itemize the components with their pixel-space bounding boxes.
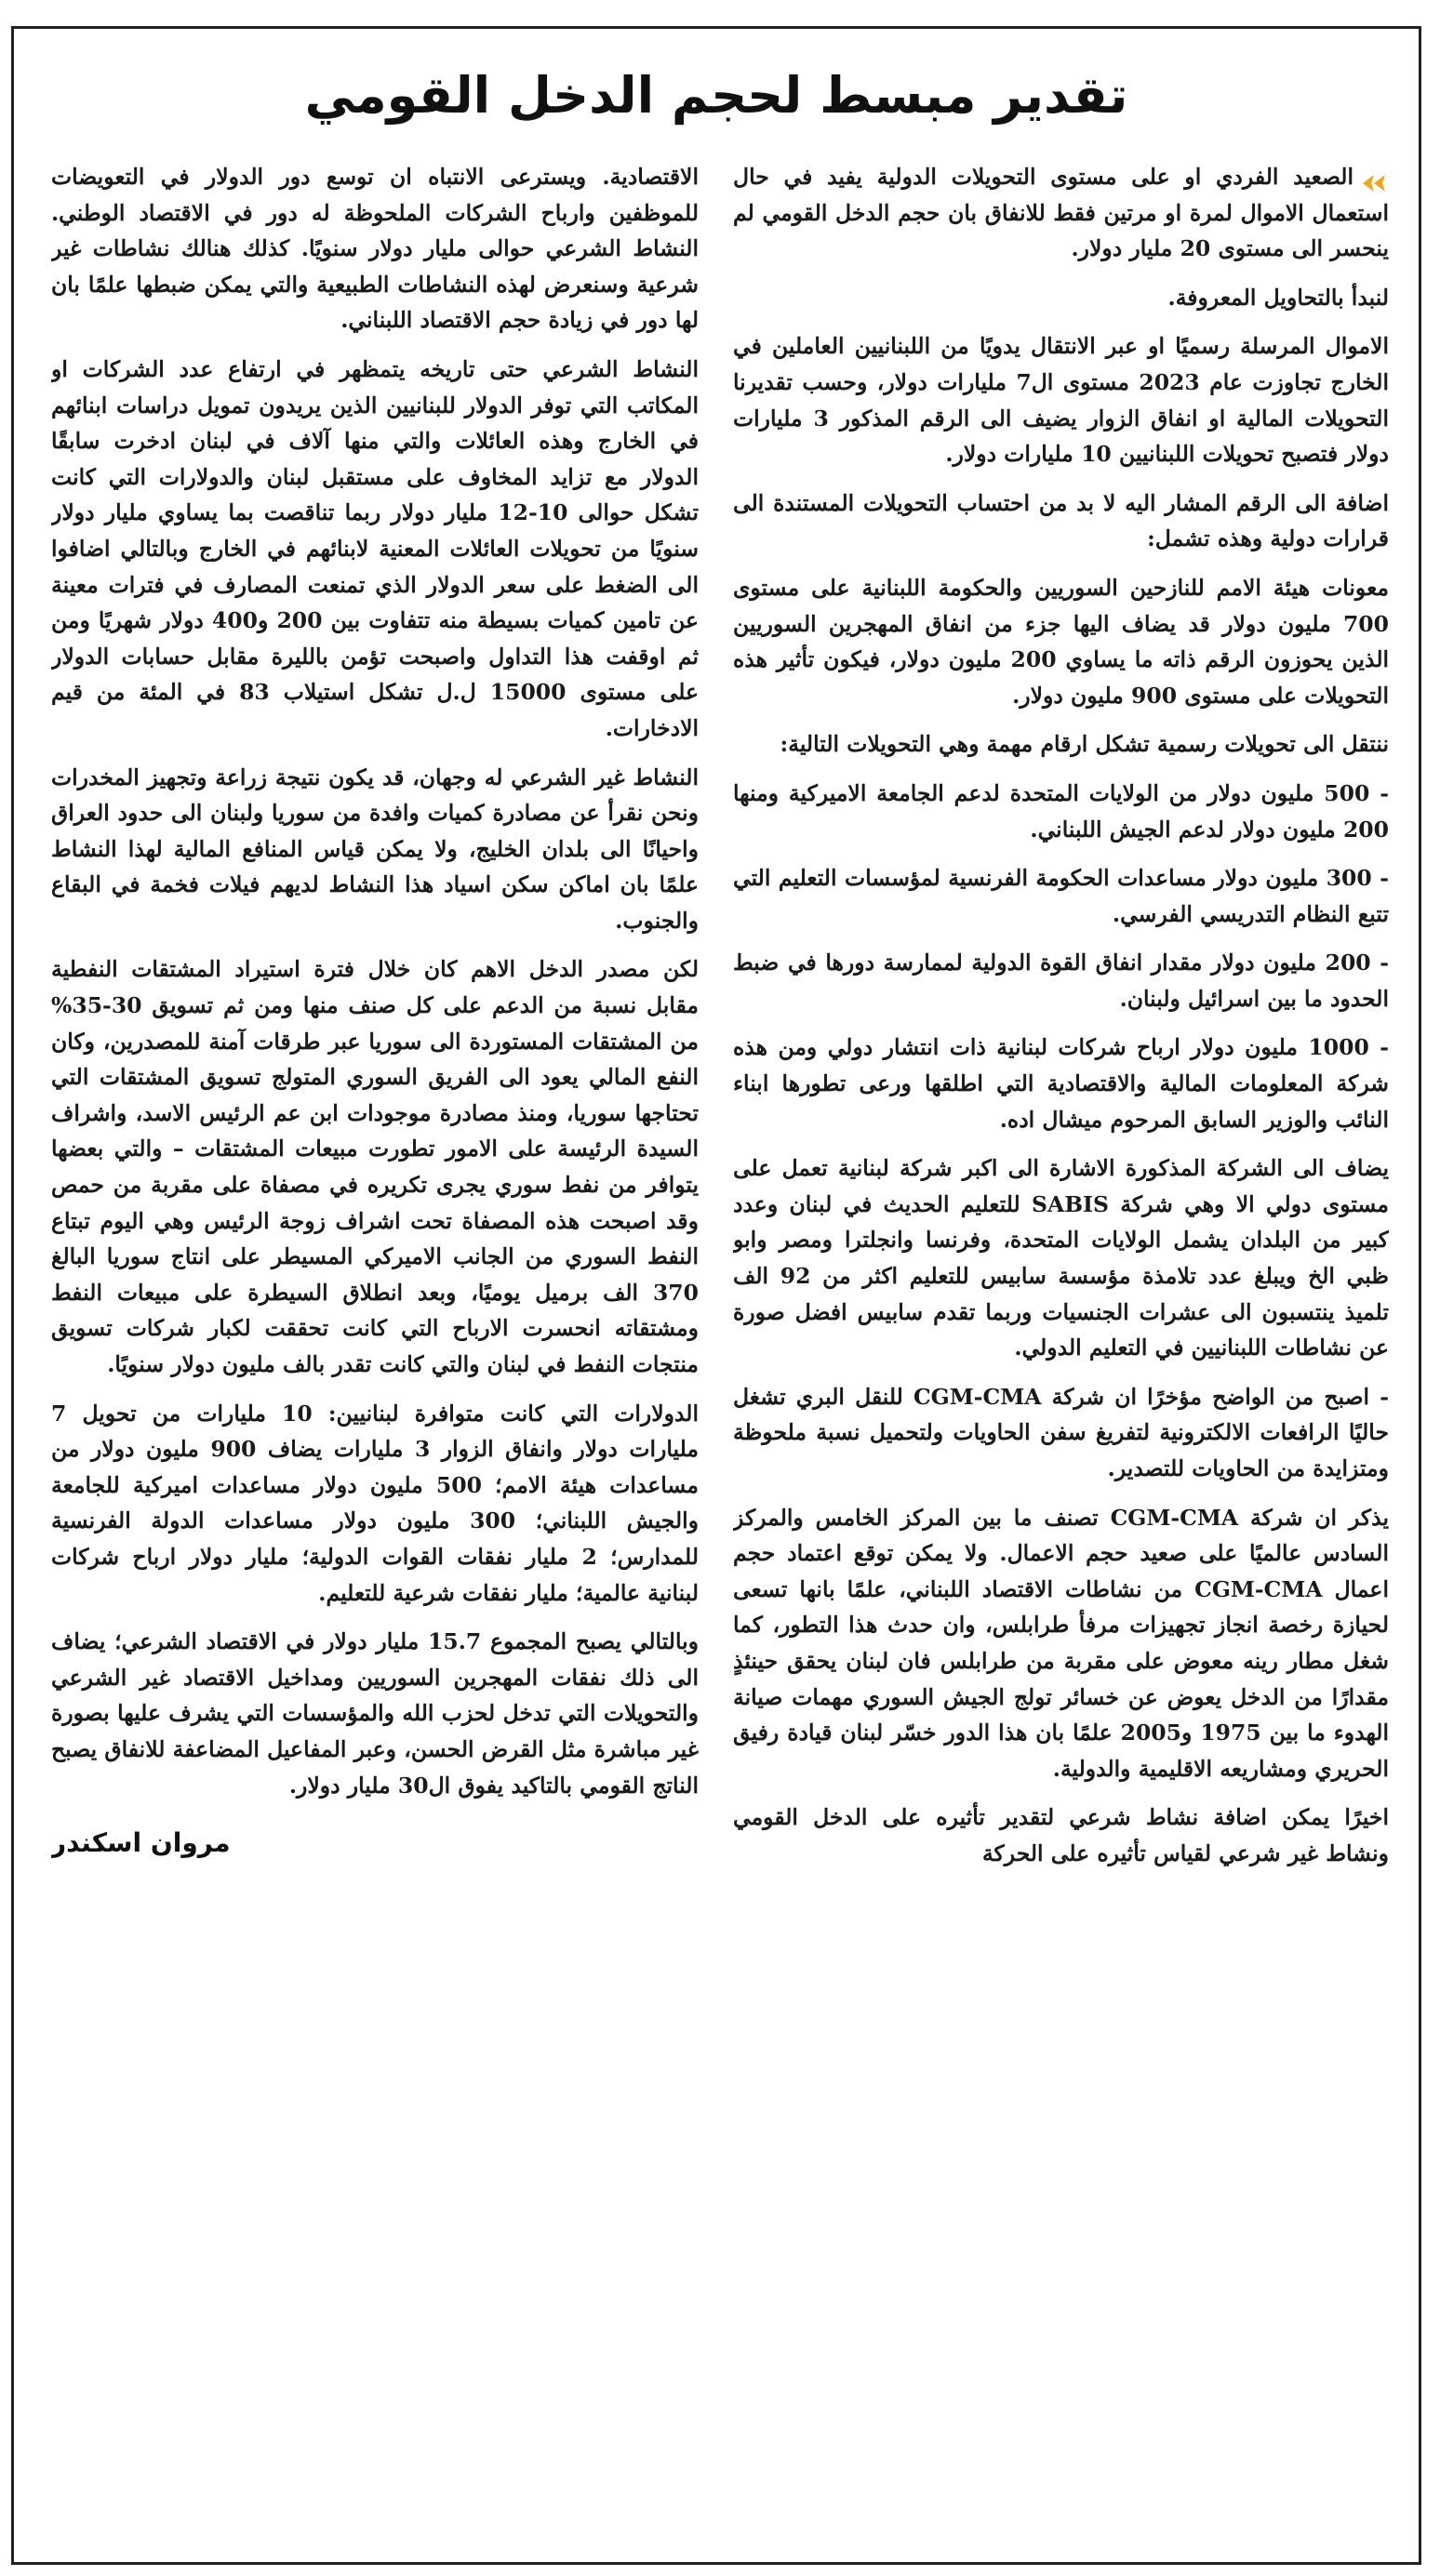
paragraph: الاموال المرسلة رسميًا او عبر الانتقال يدويًا من اللبنانيين العاملين في الخارج تجاوزت عام 2023 مستوى ال7 مليارات دولار، وحسب تقديرنا التحويلات المالية او انفاق الزوار يضيف الى الرقم المذكور 3 مليارات دولار فتصبح تحويلات اللبنانيين 10 مليارات دولار.	[733, 333, 1389, 468]
paragraph: اضافة الى الرقم المشار اليه لا بد من احتساب التحويلات المستندة الى قرارات دولية وهذه تشمل:	[733, 489, 1389, 552]
paragraph: - 200 مليون دولار مقدار انفاق القوة الدولية لممارسة دورها في ضبط الحدود ما بين اسرائيل ولبنان.	[733, 949, 1389, 1012]
paragraph: اخيرًا يمكن اضافة نشاط شرعي لتقدير تأثيره على الدخل القومي ونشاط غير شرعي لقياس تأثيره على الحركة	[733, 1804, 1389, 1866]
paragraph: يذكر ان شركة CGM-CMA تصنف ما بين المركز الخامس والمركز السادس عالميًا على صعيد حجم الاعمال. ولا يمكن توقع اعتماد حجم اعمال CGM-CMA من نشاطات الاقتصاد اللبناني، علمًا بانها تسعى لحيازة رخصة انجاز تجهيزات مرفأ طرابلس، وان حدث هذا التطور، كما شغل مطار رينه معوض على مقربة من طرابلس فان لبنان يحقق حينئذٍ مقدارًا من الدخل يعوض عن خسائر تولج الجيش السوري مهمات صيانة الهدوء ما بين 1975 و2005 علمًا بان هذا الدور خسّر لبنان قيادة رفيق الحريري ومشاريعه الاقليمية والدولية.	[733, 1504, 1389, 1782]
paragraph: لنبدأ بالتحاويل المعروفة.	[1167, 284, 1389, 311]
right-column	[733, 159, 1389, 2545]
arrow-icon	[1361, 168, 1389, 189]
paragraph: الاقتصادية. ويسترعى الانتباه ان توسع دور الدولار في التعويضات للموظفين وارباح الشركات الملحوظة له دور في الاقتصاد الوطني. النشاط الشرعي حوالى مليار دولار سنويًا. كذلك هنالك نشاطات غير شرعية وسنعرض لهذه النشاطات الطبيعية والتي يمكن ضبطها علمًا بان لها دور في زيادة حجم الاقتصاد اللبناني.	[51, 164, 699, 334]
paragraph: النشاط غير الشرعي له وجهان، قد يكون نتيجة زراعة وتجهيز المخدرات ونحن نقرأ عن مصادرة كميات وافدة من سوريا ولبنان الى حدود العراق واحيانًا الى بلدان الخليج، ولا يمكن قياس المنافع المالية لهذا النشاط علمًا بان اماكن سكن اسياد هذا النشاط لديهم فيلات فخمة في البقاع والجنوب.	[51, 764, 699, 934]
paragraph: - 1000 مليون دولار ارباح شركات لبنانية ذات انتشار دولي ومن هذه شركة المعلومات المالية والاقتصادية التي اطلقها ورعى تطورها ابناء النائب والوزير السابق المرحوم ميشال اده.	[733, 1034, 1389, 1133]
paragraph: - اصبح من الواضح مؤخرًا ان شركة CGM-CMA للنقل البري تشغل حاليًا الرافعات الالكترونية لتفريغ سفن الحاويات ولتحميل نسبة ملحوظة ومتزايدة من الحاويات للتصدير.	[733, 1383, 1389, 1481]
left-column	[51, 159, 699, 2545]
article-title: تقدير مبسط لحجم الدخل القومي	[304, 66, 1128, 125]
paragraph: لكن مصدر الدخل الاهم كان خلال فترة استيراد المشتقات النفطية مقابل نسبة من الدعم على كل صنف منها ومن ثم تسويق 30-35% من المشتقات المستوردة الى سوريا عبر طرقات آمنة للمصدرين، وكان النفع المالي يعود الى الفريق السوري المتولج تسويق المشتقات التي تحتاجها سوريا، ومنذ مصادرة موجودات ابن عم الرئيس الاسد، واشراف السيدة الرئيسة على الامور تطورت مبيعات المشتقات – والتي بعضها يتوافر من نفط سوري يجرى تكريره في مصفاة على مقربة من حمص وقد اصبحت هذه المصفاة تحت اشراف زوجة الرئيس وهي اليوم تبتاع النفط السوري من الجانب الاميركي المسيطر على انتاج سوريا البالغ 370 الف برميل يوميًا، وبعد انطلاق السيطرة على مبيعات النفط ومشتقاته انحسرت الارباح التي كانت تحققت لكبار شركات تسويق منتجات النفط في لبنان والتي كانت تقدر بالف مليون دولار سنويًا.	[51, 956, 699, 1377]
paragraph	[733, 159, 1389, 267]
paragraph: ننتقل الى تحويلات رسمية تشكل ارقام مهمة وهي التحويلات التالية:	[780, 731, 1389, 758]
paragraph: النشاط الشرعي حتى تاريخه يتمظهر في ارتفاع عدد الشركات او المكاتب التي توفر الدولار للبنانيين الذين يريدون تمويل دراسات ابنائهم في الخارج وهذه العائلات والتي منها آلاف في لبنان ادخرت سابقًا الدولار مع تزايد المخاوف على مستقبل لبنان والدولارات التي كانت تشكل حوالى 10-12 مليار دولار ربما تناقصت بما يساوي مليار دولار سنويًا من تحويلات العائلات المعنية لابنائهم في الخارج وبالتالي اضافوا الى الضغط على سعر الدولار الذي تمنعت المصارف في فترات معينة عن تامين كميات بسيطة منه تتفاوت بين 200 و400 دولار شهريًا ومن ثم اوقفت هذا التداول واصبحت تؤمن بالليرة مقابل حسابات الدولار على مستوى 15000 ل.ل تشكل استيلاب 83 في المئة من قيم الادخارات.	[51, 355, 699, 741]
paragraph: - 500 مليون دولار من الولايات المتحدة لدعم الجامعة الاميركية ومنها 200 مليون دولار لدعم الجيش اللبناني.	[733, 779, 1389, 843]
author-byline: مروان اسكندر	[51, 1827, 231, 1859]
paragraph: الدولارات التي كانت متوافرة لبنانيين: 10 مليارات من تحويل 7 مليارات دولار وانفاق الزوار 3 مليارات يضاف 900 مليون دولار من مساعدات هيئة الامم؛ 500 مليون دولار مساعدات اميركية للجامعة والجيش اللبناني؛ 300 مليون دولار مساعدات الدولة الفرنسية للمدارس؛ 2 مليار نفقات القوات الدولية؛ مليار دولار ارباح شركات لبنانية عالمية؛ مليار نفقات شرعية للتعليم.	[51, 1400, 699, 1606]
paragraph: يضاف الى الشركة المذكورة الاشارة الى اكبر شركة لبنانية تعمل على مستوى دولي الا وهي شركة SABIS للتعليم الحديث في لبنان وعدد كبير من البلدان يشمل الولايات المتحدة، وفرنسا وانجلترا ومصر وابو ظبي الخ ويبلغ عدد تلامذة مؤسسة سابيس للتعليم اكثر من 92 الف تلميذ ينتسبون الى عشرات الجنسيات وربما تقدم سابيس افضل صورة عن نشاطات اللبنانيين في التعليم الدولي.	[733, 1155, 1389, 1361]
article-frame	[11, 26, 1421, 2565]
paragraph: - 300 مليون دولار مساعدات الحكومة الفرنسية لمؤسسات التعليم التي تتبع النظام التدريسي الفرسي.	[733, 865, 1389, 927]
paragraph: وبالتالي يصبح المجموع 15.7 مليار دولار في الاقتصاد الشرعي؛ يضاف الى ذلك نفقات المهجرين السوريين ومداخيل الاقتصاد غير الشرعي والتحويلات التي تدخل لحزب الله والمؤسسات التي يشرف عليها بصورة غير مباشرة مثل القرض الحسن، وعبر المفاعيل المضاعفة للانفاق يصبح الناتج القومي بالتاكيد يفوق ال30 مليار دولار.	[51, 1628, 699, 1799]
paragraph-text: الصعيد الفردي او على مستوى التحويلات الدولية يفيد في حال استعمال الاموال لمرة او مرتين فقط للانفاق بان حجم الدخل القومي لم ينحسر الى مستوى 20 مليار دولار.	[733, 164, 1389, 262]
paragraph: معونات هيئة الامم للنازحين السوريين والحكومة اللبنانية على مستوى 700 مليون دولار قد يضاف اليها جزء من انفاق المهجرين السوريين الذين يحوزون الرقم ذاته ما يساوي 200 مليون دولار، فيكون تأثير هذه التحويلات على مستوى 900 مليون دولار.	[733, 574, 1389, 709]
